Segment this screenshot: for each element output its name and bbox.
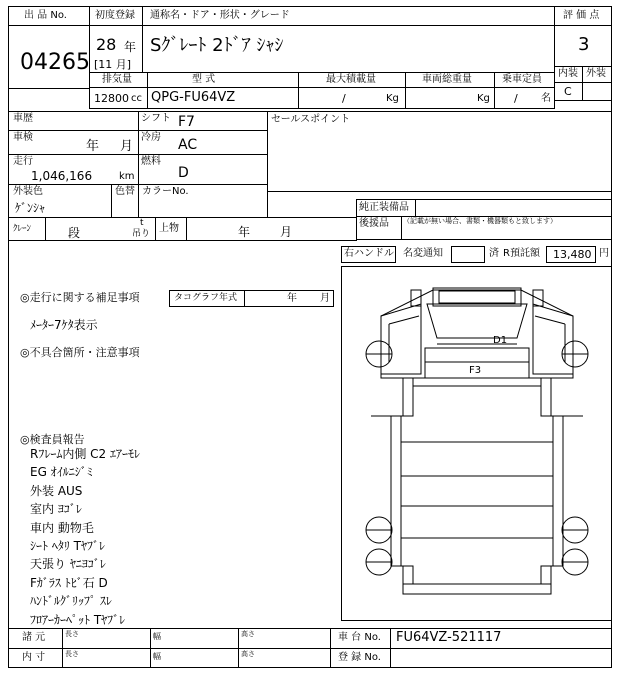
gross-weight-unit: Kg xyxy=(477,93,490,104)
damage-mark-f3: F3 xyxy=(469,365,482,376)
inspection-year: 年 xyxy=(86,139,100,154)
displacement-value: 12800 xyxy=(94,92,129,105)
score-value: 3 xyxy=(578,34,590,55)
vehicle-name: Sｸﾞﾚｰﾄ 2ﾄﾞｱ ｼｬｼ xyxy=(150,35,284,56)
inner-height-label: 高さ xyxy=(241,650,255,658)
aircon-value: AC xyxy=(178,137,198,153)
windshield xyxy=(427,304,527,338)
registration-label: 登 録 No. xyxy=(338,652,381,663)
displacement-unit: cc xyxy=(131,93,142,104)
tachograph-divider xyxy=(244,290,245,307)
report-line: 外装 AUS xyxy=(30,484,83,498)
footer-div-4 xyxy=(330,628,331,668)
color-code-label: カラーNo. xyxy=(142,186,189,197)
deposit-unit: 円 xyxy=(599,248,609,259)
reg-year-unit: 年 xyxy=(124,40,137,54)
interior-label: 内装 xyxy=(558,68,578,79)
capacity-label: 乗車定員 xyxy=(502,74,542,85)
report-line: ｼｰﾄ ﾍﾀﾘ Tﾔﾌﾞﾚ xyxy=(30,539,105,553)
name-change-box xyxy=(451,246,485,263)
report-line: 車内 動物毛 xyxy=(30,521,94,535)
genuine-label: 純正装備品 xyxy=(359,202,409,213)
inner-label: 内 寸 xyxy=(22,652,46,663)
footer-div-3 xyxy=(238,628,239,668)
lot-number: 04265 xyxy=(20,50,90,75)
score-label: 評 価 点 xyxy=(563,10,600,21)
crane-label: ｸﾚｰﾝ xyxy=(13,224,32,234)
lot-label: 出 品 No. xyxy=(24,10,67,21)
first-reg-label: 初度登録 xyxy=(95,10,135,21)
footer-div-2 xyxy=(150,628,151,668)
history-label: 車歴 xyxy=(13,113,33,124)
tachograph-year: 年 xyxy=(287,293,297,304)
exterior-label: 外装 xyxy=(586,68,606,79)
upper-value-cell xyxy=(186,217,357,241)
deposit-prefix: 済 xyxy=(489,248,499,259)
chassis-number: FU64VZ-521117 xyxy=(396,630,502,645)
right-door xyxy=(533,304,573,374)
driving-note: ﾒｰﾀｰ7ｹﾀ表示 xyxy=(30,318,98,332)
inspection-label: 車検 xyxy=(13,132,33,143)
inspection-month: 月 xyxy=(120,139,134,154)
report-line: Fｶﾞﾗｽ ﾄﾋﾞ石 D xyxy=(30,576,108,590)
footer-div-1 xyxy=(62,628,63,668)
ext-color-label: 外装色 xyxy=(13,186,43,197)
driving-notes-label: ◎走行に関する補足事項 xyxy=(20,291,140,304)
capacity-unit: 名 xyxy=(541,93,551,104)
aftermarket-label: 後援品 xyxy=(359,218,389,229)
rear-bumper xyxy=(403,584,551,594)
shift-label: シフト xyxy=(141,113,171,124)
reg-month: [11 月] xyxy=(94,58,132,71)
crane-stage: 段 xyxy=(68,226,81,240)
interior-grade: C xyxy=(564,85,572,98)
report-line: EG ｵｲﾙﾆｼﾞﾐ xyxy=(30,465,93,479)
mileage-value: 1,046,166 xyxy=(31,169,93,183)
genuine-value-cell xyxy=(415,199,612,217)
report-line: 天張り ﾔﾆﾖｺﾞﾚ xyxy=(30,557,106,571)
chassis-label: 車 台 No. xyxy=(338,632,381,643)
name-change-label: 名変通知 xyxy=(403,248,443,259)
report-line: 室内 ﾖｺﾞﾚ xyxy=(30,502,82,516)
sales-point-label: セールスポイント xyxy=(271,114,351,125)
deposit-value: 13,480 xyxy=(553,248,592,261)
upper-month: 月 xyxy=(280,225,293,239)
footer-top-rule xyxy=(8,628,612,629)
rhd-label: 右ハンドル xyxy=(344,248,394,259)
upper-label: 上物 xyxy=(159,223,179,234)
deposit-label: R預託額 xyxy=(503,248,540,259)
crane-t: t xyxy=(140,218,144,228)
report-line: ﾊﾝﾄﾞﾙｸﾞﾘｯﾌﾟ ｽﾚ xyxy=(30,594,112,608)
fuel-value: D xyxy=(178,165,189,181)
crane-lift: 吊り xyxy=(132,229,151,239)
displacement-label: 排気量 xyxy=(102,74,132,85)
max-load-value: / xyxy=(342,92,346,105)
ext-color-value: ｹﾞﾝｼｬ xyxy=(15,201,46,215)
left-door xyxy=(381,304,421,374)
inner-width-label: 幅 xyxy=(153,652,161,661)
upper-year: 年 xyxy=(238,225,251,239)
reg-year: 28 xyxy=(96,35,117,54)
name-label: 通称名・ドア・形状・グレード xyxy=(150,10,290,21)
dims-length-label: 長さ xyxy=(65,630,79,638)
inspector-report-label: ◎検査員報告 xyxy=(20,433,85,446)
mileage-label: 走行 xyxy=(13,156,33,167)
max-load-unit: Kg xyxy=(386,93,399,104)
truck-diagram xyxy=(341,266,612,621)
gross-weight-label: 車両総重量 xyxy=(422,74,472,85)
color-no-label: 色替 xyxy=(115,186,135,197)
model-label-cell xyxy=(147,72,299,88)
shift-value: F7 xyxy=(178,114,195,130)
report-line: Rﾌﾚｰﾑ内側 C2 ｴｱｰﾓﾚ xyxy=(30,447,140,461)
defect-notes-label: ◎不具合箇所・注意事項 xyxy=(20,346,140,359)
exterior-grade-cell xyxy=(582,82,612,101)
aircon-label: 冷房 xyxy=(141,132,161,143)
model-value: QPG-FU64VZ xyxy=(151,90,236,105)
tachograph-label: タコグラフ年式 xyxy=(174,293,238,303)
dims-height-label: 高さ xyxy=(241,630,255,638)
report-line: ﾌﾛｱｰｶｰﾍﾟｯﾄ Tﾔﾌﾞﾚ xyxy=(30,613,126,627)
dims-label: 諸 元 xyxy=(22,632,46,643)
tachograph-month: 月 xyxy=(320,293,330,304)
fuel-label: 燃料 xyxy=(141,156,161,167)
mileage-unit: km xyxy=(119,171,135,182)
aftermarket-note: （記載が無い場合、書類・機器類もと致します） xyxy=(403,217,557,225)
max-load-label: 最大積載量 xyxy=(326,74,376,85)
inner-length-label: 長さ xyxy=(65,650,79,658)
damage-mark-d1: D1 xyxy=(493,335,508,346)
footer-mid-rule xyxy=(8,648,612,649)
dims-width-label: 幅 xyxy=(153,632,161,641)
footer-div-5 xyxy=(390,628,391,668)
capacity-value: / xyxy=(514,92,518,105)
model-label: 型 式 xyxy=(192,74,216,85)
